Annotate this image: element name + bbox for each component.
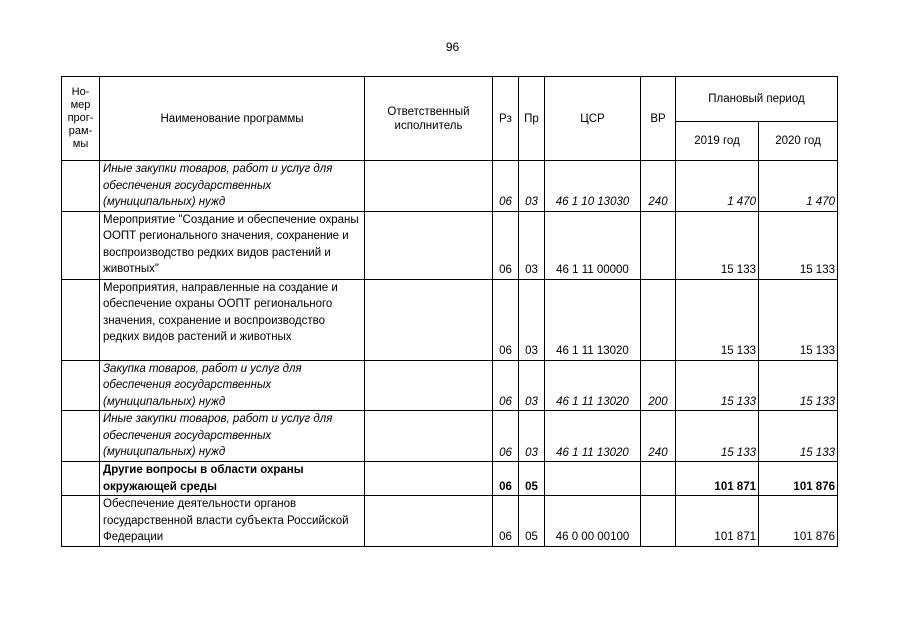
row-executor	[365, 462, 493, 496]
header-pr: Пр	[519, 77, 545, 161]
row-csr: 46 1 11 00000	[545, 211, 641, 279]
row-value-2020: 15 133	[759, 360, 838, 411]
row-pr: 05	[519, 462, 545, 496]
row-executor	[365, 360, 493, 411]
header-executor: Ответственный исполнитель	[365, 77, 493, 161]
row-csr: 46 1 11 13020	[545, 411, 641, 462]
row-program-name: Обеспечение деятельности органов государственной власти субъекта Российской Федерации	[100, 496, 365, 547]
row-program-name: Другие вопросы в области охраны окружающей среды	[100, 462, 365, 496]
row-vr	[641, 496, 676, 547]
row-value-2020: 1 470	[759, 161, 838, 212]
row-csr: 46 1 11 13020	[545, 360, 641, 411]
budget-table	[61, 76, 838, 547]
page-number: 96	[445, 40, 460, 54]
table-row	[62, 462, 838, 496]
header-csr: ЦСР	[545, 77, 641, 161]
header-year-2019: 2019 год	[676, 122, 759, 161]
row-pr: 03	[519, 360, 545, 411]
row-program-number	[62, 211, 100, 279]
table-row	[62, 211, 838, 279]
row-csr: 46 1 10 13030	[545, 161, 641, 212]
header-program-number: Но-мер прог-рам-мы	[62, 77, 100, 161]
header-program-name: Наименование программы	[100, 77, 365, 161]
table-row	[62, 360, 838, 411]
row-value-2020: 101 876	[759, 496, 838, 547]
row-rz: 06	[493, 279, 519, 360]
row-executor	[365, 411, 493, 462]
row-program-name: Мероприятия, направленные на создание и обеспечение охраны ООПТ регионального значения, сохранение и воспроизводство редких видов растений и животных	[100, 279, 365, 360]
row-program-number	[62, 360, 100, 411]
row-program-name: Иные закупки товаров, работ и услуг для обеспечения государственных (муниципальных) нужд	[100, 411, 365, 462]
row-program-name: Иные закупки товаров, работ и услуг для обеспечения государственных (муниципальных) нужд	[100, 161, 365, 212]
row-rz: 06	[493, 496, 519, 547]
table-row	[62, 496, 838, 547]
row-vr	[641, 462, 676, 496]
row-value-2020: 15 133	[759, 211, 838, 279]
row-value-2019: 1 470	[676, 161, 759, 212]
row-program-number	[62, 161, 100, 212]
row-rz: 06	[493, 462, 519, 496]
row-executor	[365, 279, 493, 360]
row-vr	[641, 279, 676, 360]
row-program-number	[62, 462, 100, 496]
row-value-2019: 15 133	[676, 360, 759, 411]
row-csr	[545, 462, 641, 496]
header-year-2020: 2020 год	[759, 122, 838, 161]
row-rz: 06	[493, 411, 519, 462]
row-value-2019: 15 133	[676, 411, 759, 462]
header-vr: ВР	[641, 77, 676, 161]
row-executor	[365, 211, 493, 279]
row-vr: 240	[641, 161, 676, 212]
row-value-2020: 15 133	[759, 411, 838, 462]
row-executor	[365, 496, 493, 547]
row-value-2019: 15 133	[676, 211, 759, 279]
header-planned-period: Плановый период	[676, 77, 838, 122]
row-program-number	[62, 411, 100, 462]
row-value-2020: 15 133	[759, 279, 838, 360]
row-executor	[365, 161, 493, 212]
table-row	[62, 161, 838, 212]
row-value-2019: 101 871	[676, 462, 759, 496]
row-program-number	[62, 496, 100, 547]
row-vr	[641, 211, 676, 279]
row-pr: 03	[519, 161, 545, 212]
table-row	[62, 279, 838, 360]
row-rz: 06	[493, 360, 519, 411]
row-program-name: Закупка товаров, работ и услуг для обеспечения государственных (муниципальных) нужд	[100, 360, 365, 411]
row-program-number	[62, 279, 100, 360]
row-value-2019: 101 871	[676, 496, 759, 547]
row-rz: 06	[493, 211, 519, 279]
row-program-name: Мероприятие "Создание и обеспечение охраны ООПТ регионального значения, сохранение и воспроизводство редких видов растений и животных"	[100, 211, 365, 279]
row-rz: 06	[493, 161, 519, 212]
row-value-2019: 15 133	[676, 279, 759, 360]
row-csr: 46 0 00 00100	[545, 496, 641, 547]
row-csr: 46 1 11 13020	[545, 279, 641, 360]
header-rz: Рз	[493, 77, 519, 161]
row-pr: 03	[519, 279, 545, 360]
row-pr: 03	[519, 211, 545, 279]
row-value-2020: 101 876	[759, 462, 838, 496]
table-row	[62, 411, 838, 462]
row-pr: 05	[519, 496, 545, 547]
row-vr: 240	[641, 411, 676, 462]
row-pr: 03	[519, 411, 545, 462]
row-vr: 200	[641, 360, 676, 411]
